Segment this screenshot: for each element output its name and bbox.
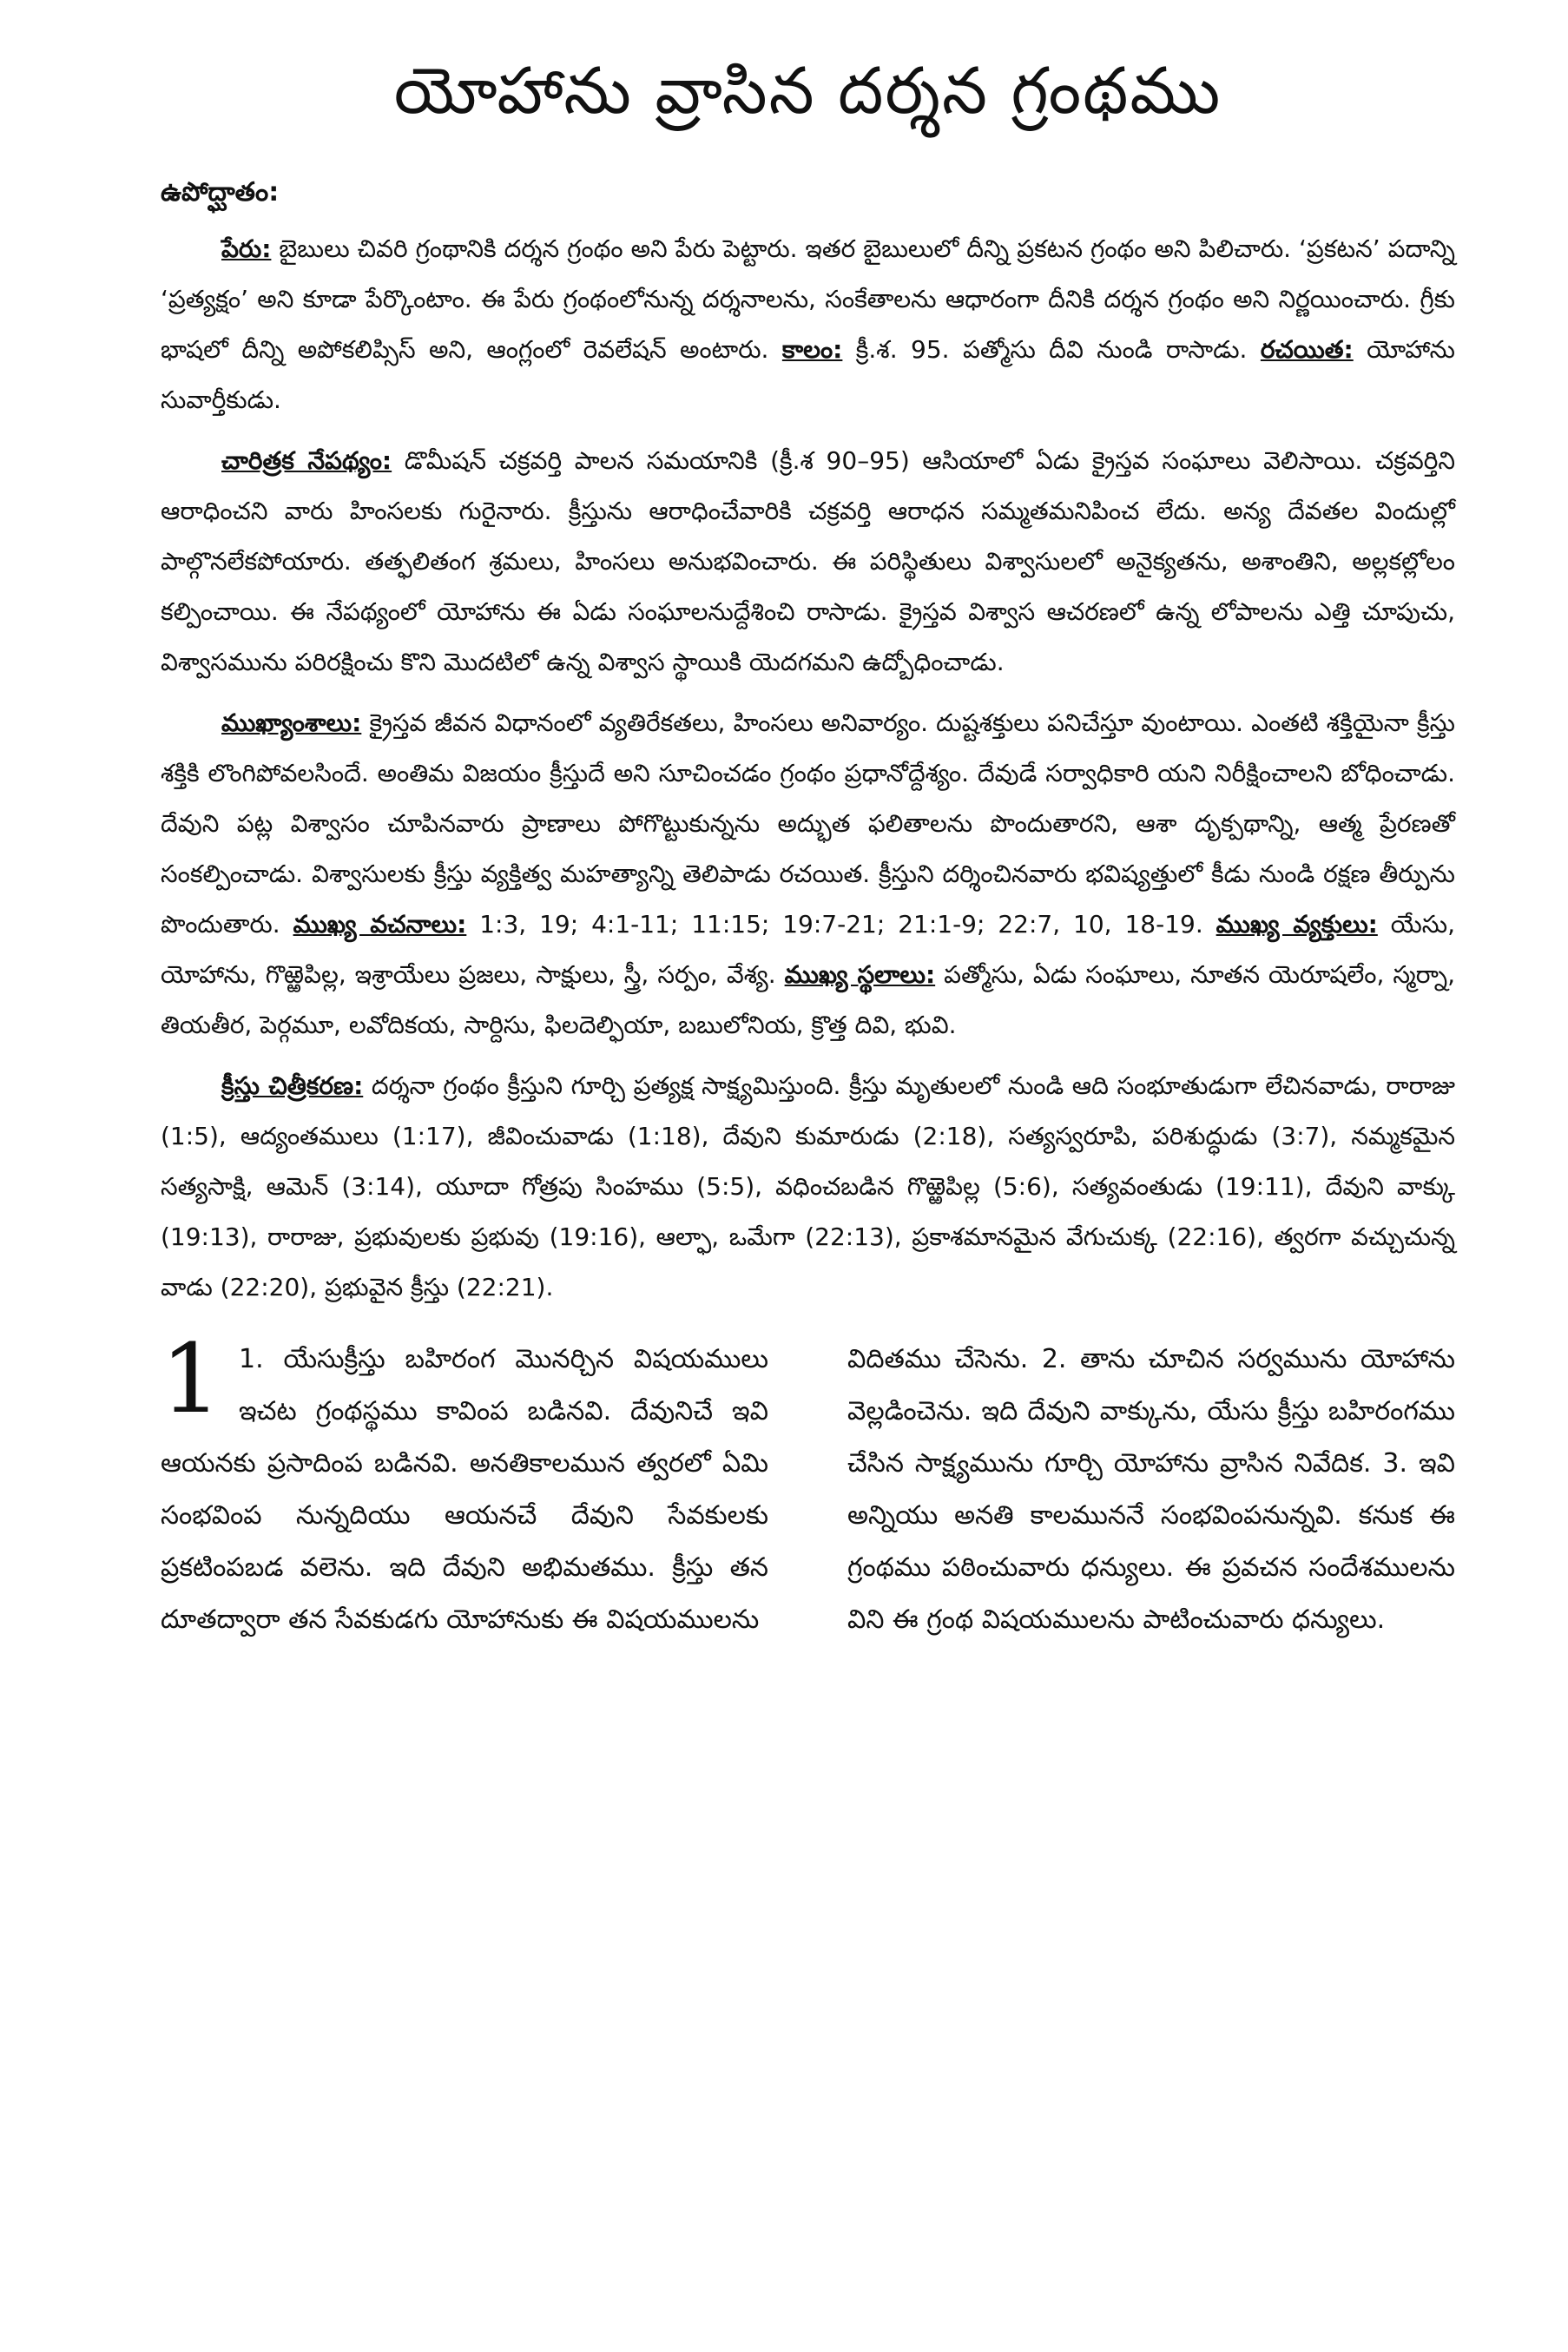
key-verses-label: ముఖ్య వచనాలు: (293, 910, 467, 939)
author-label: రచయిత: (1260, 335, 1354, 364)
date-text: క్రీ.శ. 95. పత్మోసు దీవి నుండి రాసాడు. (842, 335, 1261, 364)
intro-heading: ఉపోద్ఘాతం: (161, 177, 280, 208)
themes-text: క్రైస్తవ జీవన విధానంలో వ్యతిరేకతలు, హింసలు అనివార్యం. దుష్టశక్తులు పనిచేస్తూ వుంటాయి. ఎంతటి శక్తియైనా క్రీస్తు శక్తికి లొంగిపోవలసిందే. అంతిమ విజయం క్రీస్తుదే అని సూచించడం గ్రంథం ప్రధానోద్దేశ్యం. దేవుడే సర్వాధికారి యని నిరీక్షించాలని బోధించాడు. దేవుని పట్ల విశ్వాసం చూపినవారు ప్రాణాలు పోగొట్టుకున్నను అద్భుత ఫలితాలను పొందుతారని, ఆశా దృక్పథాన్ని, ఆత్మ ప్రేరణతో సంకల్పించాడు. విశ్వాసులకు క్రీస్తు వ్యక్తిత్వ మహత్యాన్ని తెలిపాడు రచయిత. క్రీస్తుని దర్శించినవారు భవిష్యత్తులో కీడు నుండి రక్షణ తీర్పును పొందుతారు. (161, 708, 1455, 939)
name-label: పేరు: (221, 234, 272, 263)
key-people-label: ముఖ్య వ్యక్తులు: (1216, 910, 1378, 939)
key-verses-text: 1:3, 19; 4:1-11; 11:15; 19:7-21; 21:1-9; 22:7, 10, 18-19. (466, 910, 1216, 939)
history-label: చారిత్రక నేపథ్యం: (221, 446, 392, 475)
chapter-number: 1 (161, 1323, 221, 1434)
chapter-text-left: 1. యేసుక్రీస్తు బహిరంగ మొనర్చిన విషయములు ఇచట గ్రంథస్థము కావింప బడినవి. దేవునిచే ఇవి ఆయనకు ప్రసాదింప బడినవి. అనతికాలమున త్వరలో ఏమి సంభవింప నున్నదియు ఆయనచే దేవుని సేవకులకు ప్రకటింపబడ వలెను. ఇది దేవుని అభిమతము. క్రీస్తు తన దూతద్వారా తన సేవకుడగు యోహానుకు ఈ విషయములను (161, 1344, 768, 1635)
chapter-column-right (847, 1334, 1455, 1646)
christ-portrait-paragraph (161, 1061, 1455, 1313)
themes-label: ముఖ్యాంశాలు: (221, 708, 362, 737)
name-paragraph (161, 224, 1455, 425)
history-text: డొమీషన్ చక్రవర్తి పాలన సమయానికి (క్రీ.శ 90–95) ఆసియాలో ఏడు క్రైస్తవ సంఘాలు వెలిసాయి. చక్రవర్తిని ఆరాధించని వారు హింసలకు గురైనారు. క్రీస్తును ఆరాధించేవారికి చక్రవర్తి ఆరాధన సమ్మతమనిపించ లేదు. అన్య దేవతల విందుల్లో పాల్గొనలేకపోయారు. తత్ఫలితంగ శ్రమలు, హింసలు అనుభవించారు. ఈ పరిస్థితులు విశ్వాసులలో అనైక్యతను, అశాంతిని, అల్లకల్లోలం కల్పించాయి. ఈ నేపథ్యంలో యోహాను ఈ ఏడు సంఘాలనుద్దేశించి రాసాడు. క్రైస్తవ విశ్వాస ఆచరణలో ఉన్న లోపాలను ఎత్తి చూపుచు, విశ్వాసమును పరిరక్షించు కొని మొదటిలో ఉన్న విశ్వాస స్థాయికి యెదగమని ఉద్బోధించాడు. (161, 446, 1456, 676)
key-places-label: ముఖ్య స్థలాలు: (784, 960, 936, 989)
book-title: యోహాను వ్రాసిన దర్శన గ్రంథము (393, 54, 1222, 128)
date-label: కాలం: (781, 335, 843, 364)
name-text: బైబులు చివరి గ్రంథానికి దర్శన గ్రంథం అని పేరు పెట్టారు. ఇతర బైబులులో దీన్ని ప్రకటన గ్రంథం అని పిలిచారు. ‘ప్రకటన’ పదాన్ని ‘ప్రత్యక్షం’ అని కూడా పేర్కొంటాం. ఈ పేరు గ్రంథంలోనున్న దర్శనాలను, సంకేతాలను ఆధారంగా దీనికి దర్శన గ్రంథం అని నిర్ణయించారు. గ్రీకు భాషలో దీన్ని అపోకలిప్సిస్ అని, ఆంగ్లంలో రెవలేషన్ అంటారు. (161, 234, 1455, 364)
christ-portrait-label: క్రీస్తు చిత్రీకరణ: (221, 1071, 364, 1100)
chapter-one-columns (161, 1323, 1455, 1646)
themes-paragraph (161, 698, 1455, 1051)
key-places-text: పత్మోసు, ఏడు సంఘాలు, నూతన యెరూషలేం, స్మర్నా, తియతీర, పెర్గమూ, లవోదికయ, సార్దిసు, ఫిలదెల్ఫియా, బబులోనియ, క్రొత్త దివి, భువి. (161, 960, 1455, 1039)
chapter-column-left (161, 1323, 768, 1646)
key-people-text: యేసు, యోహాను, గొఱ్ఱెపిల్ల, ఇశ్రాయేలు ప్రజలు, సాక్షులు, స్త్రీ, సర్పం, వేశ్య. (161, 910, 1456, 989)
chapter-text-right: విదితము చేసెను. 2. తాను చూచిన సర్వమును యోహాను వెల్లడించెను. ఇది దేవుని వాక్కును, యేసు క్రీస్తు బహిరంగము చేసిన సాక్ష్యమును గూర్చి యోహాను వ్రాసిన నివేదిక. 3. ఇవి అన్నియు అనతి కాలముననే సంభవింపనున్నవి. కనుక ఈ గ్రంథము పఠించువారు ధన్యులు. ఈ ప్రవచన సందేశములను విని ఈ గ్రంథ విషయములను పాటించువారు ధన్యులు. (847, 1344, 1455, 1635)
christ-portrait-text: దర్శనా గ్రంథం క్రీస్తుని గూర్చి ప్రత్యక్ష సాక్ష్యమిస్తుంది. క్రీస్తు మృతులలో నుండి ఆది సంభూతుడుగా లేచినవాడు, రారాజు (1:5), ఆద్యంతములు (1:17), జీవించువాడు (1:18), దేవుని కుమారుడు (2:18), సత్యస్వరూపి, పరిశుద్ధుడు (3:7), నమ్మకమైన సత్యసాక్షి, ఆమెన్ (3:14), యూదా గోత్రపు సింహము (5:5), వధించబడిన గొఱ్ఱెపిల్ల (5:6), సత్యవంతుడు (19:11), దేవుని వాక్కు (19:13), రారాజు, ప్రభువులకు ప్రభువు (19:16), ఆల్ఫా, ఒమేగా (22:13), ప్రకాశమానమైన వేగుచుక్క (22:16), త్వరగా వచ్చుచున్న వాడు (22:20), ప్రభువైన క్రీస్తు (22:21). (161, 1071, 1455, 1301)
history-paragraph (161, 436, 1455, 688)
author-text: యోహాను సువార్తీకుడు. (161, 335, 1455, 414)
